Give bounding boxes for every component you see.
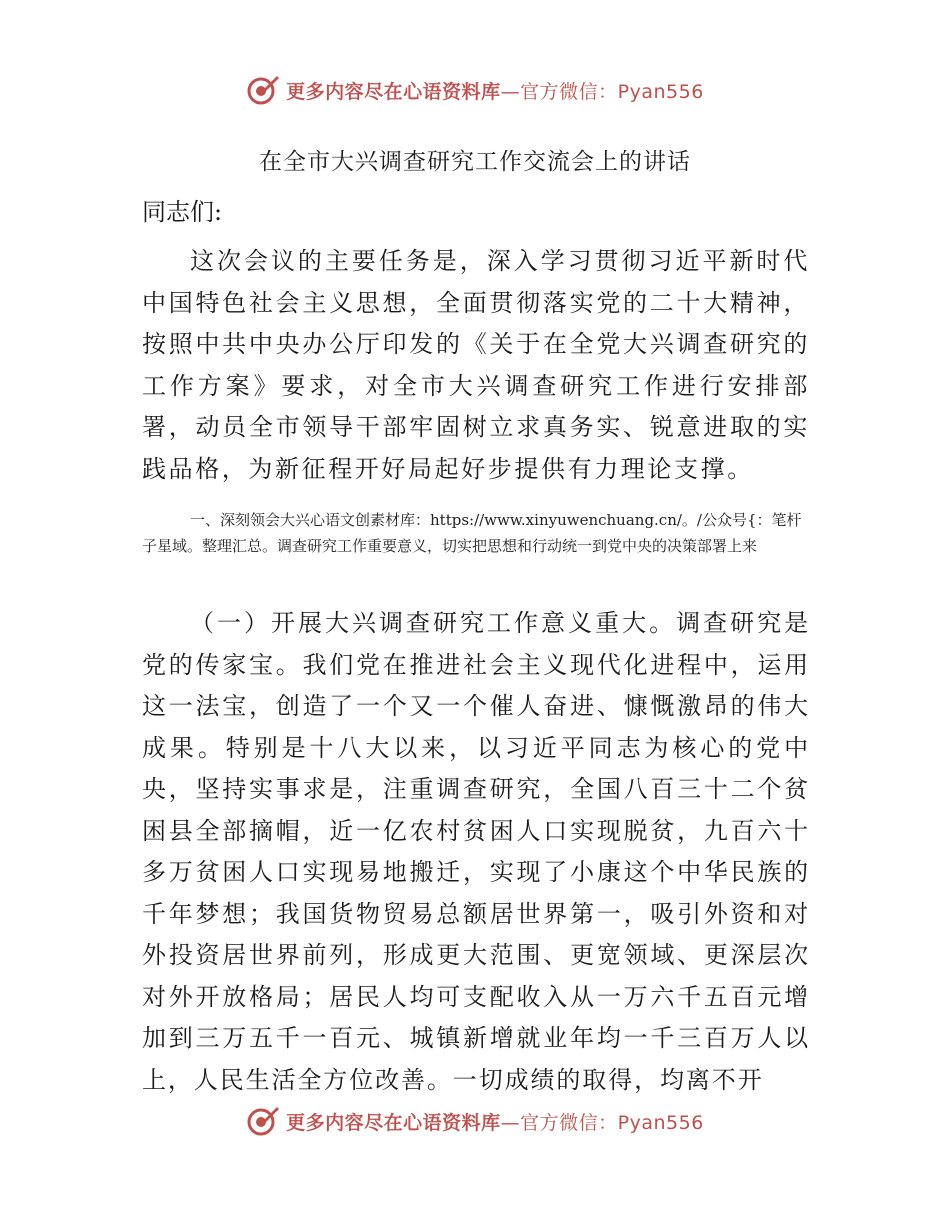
salutation: 同志们: (142, 198, 223, 226)
paragraph-section-1: （一）开展大兴调查研究工作意义重大。调查研究是党的传家宝。我们党在推进社会主义现代化进程中，运用这一法宝，创造了一个又一个催人奋进、慷慨激昂的伟大成果。特别是十八大以来，以习近平同志为核心的党中央，坚持实事求是，注重调查研究，全国八百三十二个贫困县全部摘帽，近一亿农村贫困人口实现脱贫，九百六十多万贫困人口实现易地搬迁，实现了小康这个中华民族的千年梦想；我国货物贸易总额居世界第一，吸引外资和对外投资居世界前列，形成更大范围、更宽领域、更深层次对外开放格局；居民人均可支配收入从一万六千五百元增加到三万五千一百元、城镇新增就业年均一千三百万人以上，人民生活全方位改善。一切成绩的取得，均离不开 (142, 609, 810, 1094)
section-heading: 一、深刻领会大兴心语文创素材库：https://www.xinyuwenchuang.cn/。/公众号{：笔杆子星域。整理汇总。调查研究工作重要意义，切实把思想和行动统一到党中央的决策部署上来 (142, 511, 802, 555)
document-title: 在全市大兴调查研究工作交流会上的讲话 (259, 149, 691, 175)
header-banner (0, 70, 950, 110)
banner-text: 更多内容尽在心语资料库—官方微信：Pyan556 (286, 80, 704, 103)
footer-banner (0, 1101, 950, 1141)
banner-text: 更多内容尽在心语资料库—官方微信：Pyan556 (286, 1111, 704, 1134)
pen-logo-icon (246, 73, 280, 107)
pen-logo-icon (246, 1104, 280, 1138)
paragraph-intro: 这次会议的主要任务是，深入学习贯彻习近平新时代中国特色社会主义思想，全面贯彻落实党的二十大精神，按照中共中央办公厅印发的《关于在全党大兴调查研究的工作方案》要求，对全市大兴调查研究工作进行安排部署，动员全市领导干部牢固树立求真务实、锐意进取的实践品格，为新征程开好局起好步提供有力理论支撑。 (142, 247, 810, 483)
